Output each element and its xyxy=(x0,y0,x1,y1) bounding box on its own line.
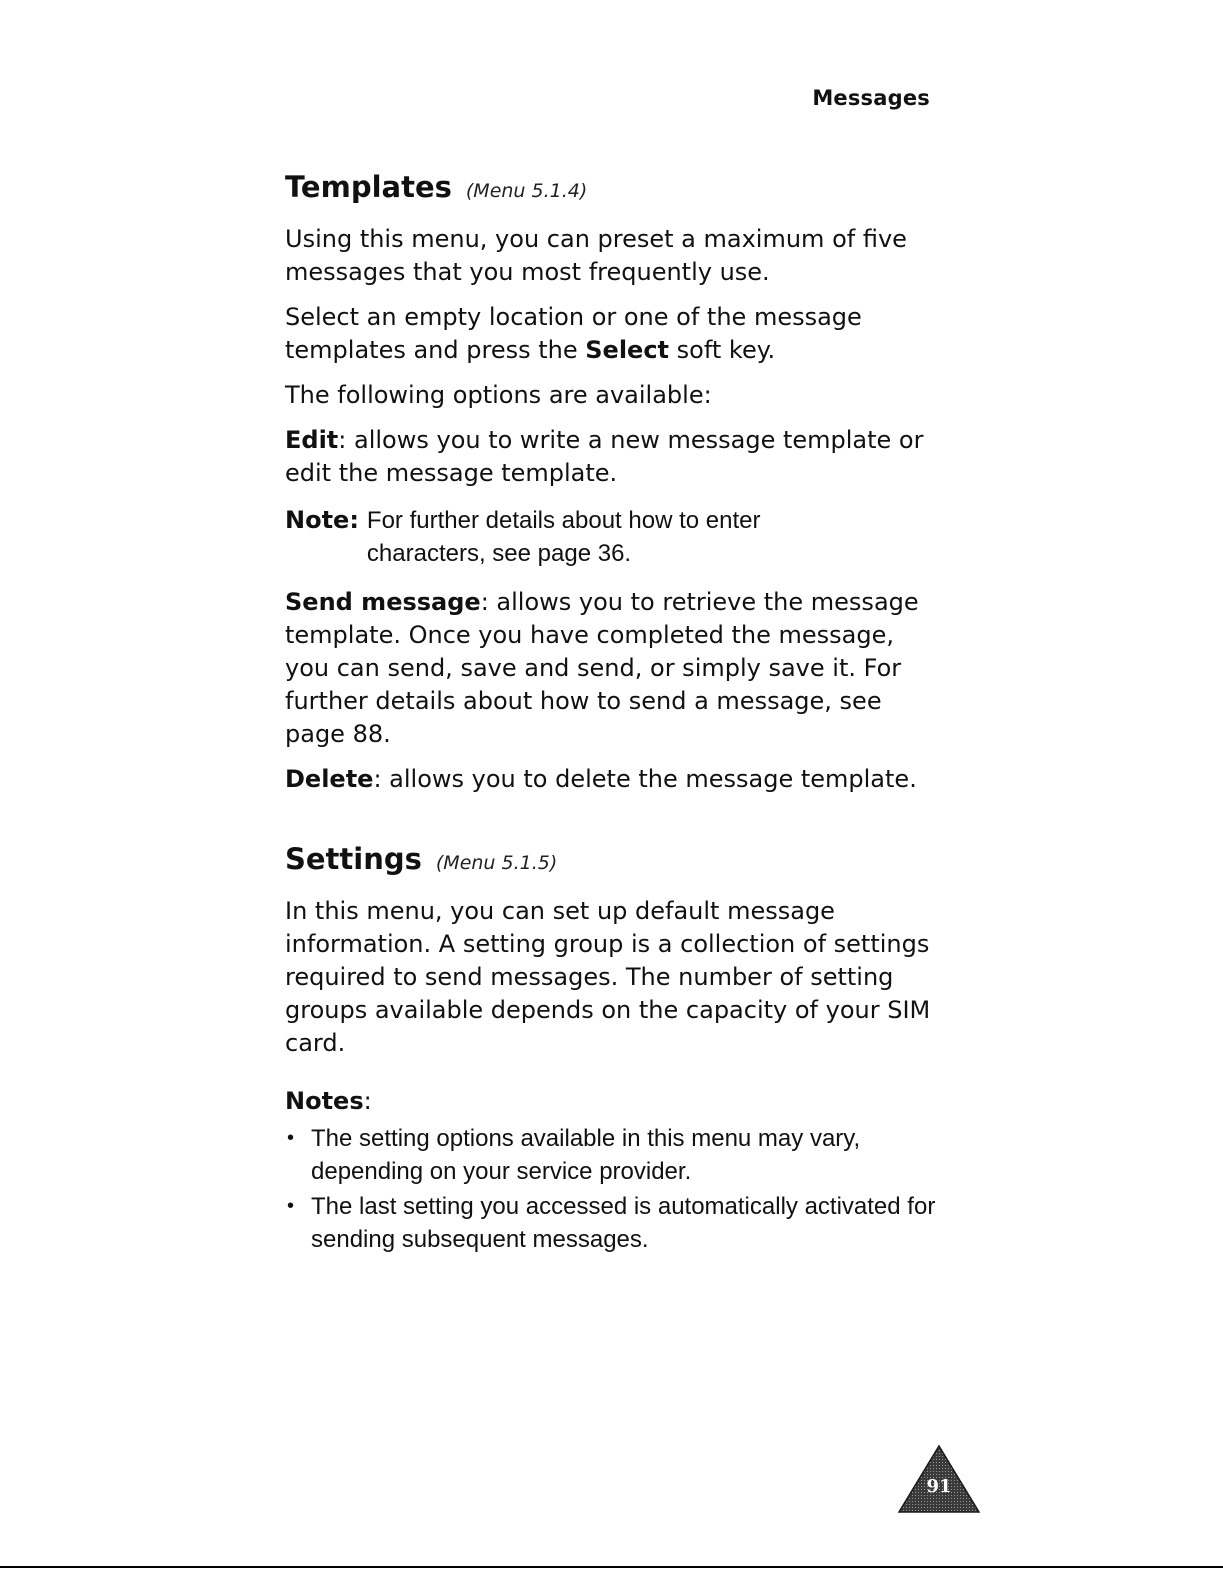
list-item xyxy=(285,1122,945,1188)
running-header: Messages xyxy=(812,86,930,110)
notes-heading xyxy=(285,1086,945,1116)
notes-list xyxy=(285,1122,945,1256)
templates-heading xyxy=(285,170,945,205)
templates-title: Templates xyxy=(285,170,452,204)
bullet-icon: • xyxy=(287,1194,295,1217)
note-text: For further details about how to enter characters, see page 36. xyxy=(366,506,761,567)
option-send-text: : allows you to retrieve the message template. Once you have completed the message, you can send, save and send, or simply save it. For further details about how to send a message, see page 88. xyxy=(285,587,919,748)
option-delete xyxy=(285,763,945,796)
note-block xyxy=(285,504,945,570)
select-softkey-label: Select xyxy=(585,335,670,364)
bullet-icon: • xyxy=(287,1126,295,1149)
option-send-label: Send message xyxy=(285,587,481,616)
settings-menu-ref: (Menu 5.1.5) xyxy=(435,851,558,874)
note-label: Note: xyxy=(285,505,359,534)
select-text-post: soft key. xyxy=(669,335,776,364)
page-content xyxy=(285,170,945,1258)
option-edit-text: : allows you to write a new message template or edit the message template. xyxy=(285,425,924,487)
settings-intro: In this menu, you can set up default message information. A setting group is a collection of settings required to send messages. The number of setting groups available depends on the capacity of your SIM card. xyxy=(285,896,931,1057)
page-number-badge xyxy=(897,1444,981,1514)
note-item-text: The last setting you accessed is automatically activated for sending subsequent messages. xyxy=(311,1192,936,1253)
page-number: 91 xyxy=(926,1476,952,1497)
option-edit xyxy=(285,424,945,490)
templates-select-instruction xyxy=(285,301,945,367)
templates-section xyxy=(285,170,945,796)
notes-colon: : xyxy=(363,1086,372,1115)
list-item xyxy=(285,1190,945,1256)
templates-options-intro: The following options are available: xyxy=(285,380,712,409)
settings-title: Settings xyxy=(285,841,422,876)
templates-intro: Using this menu, you can preset a maximum of five messages that you most frequently use. xyxy=(285,224,907,286)
settings-section xyxy=(285,842,945,1256)
select-text-pre: Select an empty location or one of the message templates and press the xyxy=(285,302,862,364)
templates-menu-ref: (Menu 5.1.4) xyxy=(465,180,588,202)
option-edit-label: Edit xyxy=(285,425,339,454)
bottom-rule xyxy=(0,1566,1223,1568)
option-delete-label: Delete xyxy=(285,764,374,793)
notes-label: Notes xyxy=(285,1086,364,1115)
note-item-text: The setting options available in this menu may vary, depending on your service provider. xyxy=(311,1124,861,1185)
option-delete-text: : allows you to delete the message template. xyxy=(373,764,917,793)
settings-heading xyxy=(285,842,945,877)
option-send-message xyxy=(285,586,945,751)
